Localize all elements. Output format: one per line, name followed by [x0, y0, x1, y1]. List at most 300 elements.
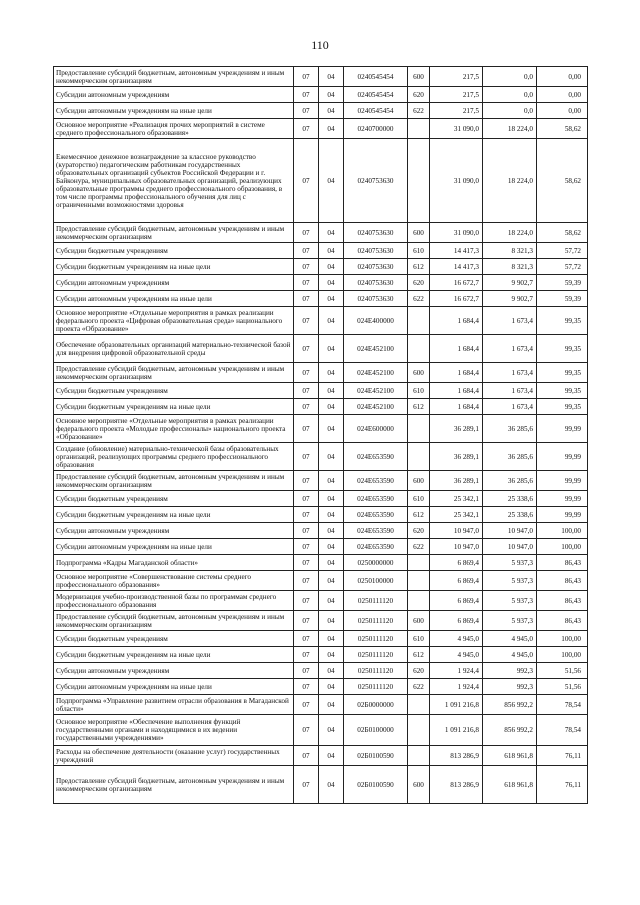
row-name-cell: Субсидии бюджетным учреждениям	[54, 491, 294, 507]
row-plan-cell: 4 945,0	[430, 647, 483, 663]
row-expense-type-cell: 620	[408, 87, 430, 103]
table-row	[54, 507, 588, 523]
row-section-cell: 07	[294, 663, 319, 679]
row-plan-cell: 813 286,9	[430, 746, 483, 766]
row-plan-cell: 31 090,0	[430, 119, 483, 139]
row-section-cell: 07	[294, 591, 319, 611]
row-plan-cell: 14 417,3	[430, 243, 483, 259]
row-section-cell: 07	[294, 383, 319, 399]
row-target-article-cell: 0240545454	[344, 87, 408, 103]
row-name-cell: Предоставление субсидий бюджетным, автономным учреждениям и иным некоммерческим организациям	[54, 471, 294, 491]
row-target-article-cell: 02Б0000000	[344, 695, 408, 715]
row-section-cell: 07	[294, 555, 319, 571]
row-subsection-cell: 04	[319, 647, 344, 663]
row-section-cell: 07	[294, 335, 319, 363]
row-percent-cell: 51,56	[537, 679, 588, 695]
row-target-article-cell: 0250111120	[344, 591, 408, 611]
table-row	[54, 491, 588, 507]
row-fact-cell: 5 937,3	[483, 611, 537, 631]
row-subsection-cell: 04	[319, 663, 344, 679]
row-target-article-cell: 024E452100	[344, 399, 408, 415]
row-percent-cell: 99,35	[537, 335, 588, 363]
row-target-article-cell: 0250000000	[344, 555, 408, 571]
row-target-article-cell: 024E653590	[344, 523, 408, 539]
row-section-cell: 07	[294, 243, 319, 259]
row-subsection-cell: 04	[319, 491, 344, 507]
row-subsection-cell: 04	[319, 259, 344, 275]
row-target-article-cell: 0240753630	[344, 275, 408, 291]
row-percent-cell: 99,99	[537, 471, 588, 491]
row-percent-cell: 99,35	[537, 307, 588, 335]
row-target-article-cell: 024E600000	[344, 415, 408, 443]
row-percent-cell: 99,99	[537, 443, 588, 471]
row-percent-cell: 99,99	[537, 415, 588, 443]
row-fact-cell: 10 947,0	[483, 539, 537, 555]
table-row	[54, 591, 588, 611]
row-fact-cell: 18 224,0	[483, 119, 537, 139]
row-fact-cell: 1 673,4	[483, 383, 537, 399]
row-target-article-cell: 02Б0100590	[344, 766, 408, 804]
row-percent-cell: 99,35	[537, 363, 588, 383]
row-plan-cell: 217,5	[430, 67, 483, 87]
row-name-cell: Основное мероприятие «Отдельные мероприятия в рамках реализации федерального проекта «Молодые профессионалы» национального проекта «Образование»	[54, 415, 294, 443]
row-expense-type-cell: 600	[408, 766, 430, 804]
row-fact-cell: 9 902,7	[483, 275, 537, 291]
row-target-article-cell: 0240753630	[344, 259, 408, 275]
row-subsection-cell: 04	[319, 679, 344, 695]
row-name-cell: Субсидии бюджетным учреждениям на иные цели	[54, 507, 294, 523]
table-row	[54, 679, 588, 695]
row-plan-cell: 217,5	[430, 103, 483, 119]
row-percent-cell: 76,11	[537, 766, 588, 804]
row-subsection-cell: 04	[319, 307, 344, 335]
row-plan-cell: 1 091 216,8	[430, 715, 483, 746]
row-fact-cell: 36 285,6	[483, 415, 537, 443]
row-plan-cell: 1 684,4	[430, 335, 483, 363]
table-row	[54, 539, 588, 555]
row-fact-cell: 8 321,3	[483, 243, 537, 259]
row-plan-cell: 36 289,1	[430, 415, 483, 443]
row-target-article-cell: 0250111120	[344, 647, 408, 663]
table-row	[54, 647, 588, 663]
row-target-article-cell: 024E452100	[344, 383, 408, 399]
row-target-article-cell: 024E653590	[344, 471, 408, 491]
row-section-cell: 07	[294, 766, 319, 804]
row-fact-cell: 9 902,7	[483, 291, 537, 307]
table-row	[54, 307, 588, 335]
row-subsection-cell: 04	[319, 523, 344, 539]
row-fact-cell: 4 945,0	[483, 631, 537, 647]
row-expense-type-cell: 622	[408, 103, 430, 119]
row-percent-cell: 86,43	[537, 591, 588, 611]
row-fact-cell: 18 224,0	[483, 223, 537, 243]
row-name-cell: Подпрограмма «Кадры Магаданской области»	[54, 555, 294, 571]
row-subsection-cell: 04	[319, 335, 344, 363]
row-percent-cell: 78,54	[537, 715, 588, 746]
row-percent-cell: 59,39	[537, 275, 588, 291]
row-fact-cell: 25 338,6	[483, 507, 537, 523]
table-row	[54, 275, 588, 291]
table-row	[54, 695, 588, 715]
row-section-cell: 07	[294, 746, 319, 766]
row-section-cell: 07	[294, 259, 319, 275]
row-subsection-cell: 04	[319, 119, 344, 139]
table-row	[54, 523, 588, 539]
row-fact-cell: 5 937,3	[483, 591, 537, 611]
row-fact-cell: 0,0	[483, 103, 537, 119]
row-name-cell: Предоставление субсидий бюджетным, автономным учреждениям и иным некоммерческим организациям	[54, 223, 294, 243]
row-name-cell: Основное мероприятие «Совершенствование системы среднего профессионального образования»	[54, 571, 294, 591]
row-name-cell: Предоставление субсидий бюджетным, автономным учреждениям и иным некоммерческим организациям	[54, 611, 294, 631]
table-row	[54, 631, 588, 647]
row-expense-type-cell: 600	[408, 67, 430, 87]
row-fact-cell: 25 338,6	[483, 491, 537, 507]
row-fact-cell: 856 992,2	[483, 695, 537, 715]
row-fact-cell: 1 673,4	[483, 399, 537, 415]
row-target-article-cell: 0240700000	[344, 119, 408, 139]
table-row	[54, 746, 588, 766]
row-name-cell: Субсидии автономным учреждениям	[54, 275, 294, 291]
row-subsection-cell: 04	[319, 415, 344, 443]
row-name-cell: Ежемесячное денежное вознаграждение за классное руководство (кураторство) педагогическим работникам государственных образовательных организаций субъектов Российской Федерации и г. Байконура, муниципальных образовательных организаций, реализующих образовательные программы среднего профессионального образования, в том числе программы профессионального обучения для лиц с ограниченными возможностями здоровья	[54, 139, 294, 223]
row-fact-cell: 992,3	[483, 663, 537, 679]
row-expense-type-cell	[408, 571, 430, 591]
row-plan-cell: 36 289,1	[430, 443, 483, 471]
row-target-article-cell: 0250111120	[344, 663, 408, 679]
row-plan-cell: 4 945,0	[430, 631, 483, 647]
row-subsection-cell: 04	[319, 443, 344, 471]
row-name-cell: Расходы на обеспечение деятельности (оказание услуг) государственных учреждений	[54, 746, 294, 766]
table-row	[54, 87, 588, 103]
row-target-article-cell: 0240753630	[344, 291, 408, 307]
row-plan-cell: 1 684,4	[430, 363, 483, 383]
row-section-cell: 07	[294, 443, 319, 471]
row-section-cell: 07	[294, 307, 319, 335]
table-row	[54, 259, 588, 275]
row-target-article-cell: 024E653590	[344, 507, 408, 523]
row-expense-type-cell	[408, 715, 430, 746]
row-expense-type-cell: 600	[408, 223, 430, 243]
row-subsection-cell: 04	[319, 139, 344, 223]
row-plan-cell: 1 091 216,8	[430, 695, 483, 715]
row-name-cell: Субсидии автономным учреждениям на иные цели	[54, 103, 294, 119]
row-name-cell: Предоставление субсидий бюджетным, автономным учреждениям и иным некоммерческим организациям	[54, 67, 294, 87]
row-section-cell: 07	[294, 715, 319, 746]
row-subsection-cell: 04	[319, 243, 344, 259]
row-percent-cell: 57,72	[537, 243, 588, 259]
row-name-cell: Субсидии бюджетным учреждениям	[54, 631, 294, 647]
row-section-cell: 07	[294, 399, 319, 415]
row-expense-type-cell: 600	[408, 471, 430, 491]
table-row	[54, 103, 588, 119]
row-fact-cell: 618 961,8	[483, 746, 537, 766]
row-subsection-cell: 04	[319, 275, 344, 291]
row-fact-cell: 18 224,0	[483, 139, 537, 223]
row-name-cell: Субсидии автономным учреждениям на иные цели	[54, 291, 294, 307]
row-subsection-cell: 04	[319, 383, 344, 399]
row-subsection-cell: 04	[319, 555, 344, 571]
row-subsection-cell: 04	[319, 539, 344, 555]
row-plan-cell: 14 417,3	[430, 259, 483, 275]
row-percent-cell: 59,39	[537, 291, 588, 307]
row-section-cell: 07	[294, 471, 319, 491]
row-percent-cell: 100,00	[537, 523, 588, 539]
row-expense-type-cell: 600	[408, 611, 430, 631]
row-expense-type-cell: 610	[408, 383, 430, 399]
row-subsection-cell: 04	[319, 507, 344, 523]
row-percent-cell: 99,35	[537, 399, 588, 415]
row-percent-cell: 51,56	[537, 663, 588, 679]
row-name-cell: Субсидии автономным учреждениям	[54, 523, 294, 539]
row-percent-cell: 100,00	[537, 631, 588, 647]
row-plan-cell: 10 947,0	[430, 539, 483, 555]
row-section-cell: 07	[294, 119, 319, 139]
row-plan-cell: 6 869,4	[430, 571, 483, 591]
row-expense-type-cell: 612	[408, 399, 430, 415]
table-row	[54, 571, 588, 591]
page-number: 110	[311, 38, 329, 52]
row-subsection-cell: 04	[319, 695, 344, 715]
row-expense-type-cell: 610	[408, 243, 430, 259]
row-fact-cell: 36 285,6	[483, 443, 537, 471]
row-section-cell: 07	[294, 507, 319, 523]
table-body	[54, 67, 588, 804]
table-row	[54, 443, 588, 471]
row-percent-cell: 100,00	[537, 539, 588, 555]
row-expense-type-cell: 622	[408, 679, 430, 695]
row-fact-cell: 0,0	[483, 67, 537, 87]
row-expense-type-cell	[408, 307, 430, 335]
budget-table	[53, 66, 588, 804]
row-section-cell: 07	[294, 139, 319, 223]
row-percent-cell: 99,99	[537, 507, 588, 523]
row-name-cell: Основное мероприятие «Обеспечение выполнения функций государственными органами и находящимися в их ведении государственными учреждениями»	[54, 715, 294, 746]
row-plan-cell: 25 342,1	[430, 491, 483, 507]
row-subsection-cell: 04	[319, 571, 344, 591]
row-subsection-cell: 04	[319, 471, 344, 491]
row-percent-cell: 57,72	[537, 259, 588, 275]
table-row	[54, 119, 588, 139]
row-section-cell: 07	[294, 223, 319, 243]
table-row	[54, 715, 588, 746]
row-subsection-cell: 04	[319, 611, 344, 631]
row-fact-cell: 992,3	[483, 679, 537, 695]
row-fact-cell: 8 321,3	[483, 259, 537, 275]
row-expense-type-cell: 612	[408, 507, 430, 523]
row-expense-type-cell	[408, 119, 430, 139]
row-subsection-cell: 04	[319, 746, 344, 766]
row-section-cell: 07	[294, 87, 319, 103]
row-plan-cell: 217,5	[430, 87, 483, 103]
row-target-article-cell: 0250111120	[344, 631, 408, 647]
row-name-cell: Субсидии автономным учреждениям на иные цели	[54, 539, 294, 555]
row-target-article-cell: 02Б0100000	[344, 715, 408, 746]
row-fact-cell: 4 945,0	[483, 647, 537, 663]
row-plan-cell: 16 672,7	[430, 275, 483, 291]
row-plan-cell: 6 869,4	[430, 555, 483, 571]
row-fact-cell: 0,0	[483, 87, 537, 103]
row-expense-type-cell	[408, 555, 430, 571]
table-row	[54, 139, 588, 223]
row-target-article-cell: 024E452100	[344, 363, 408, 383]
row-name-cell: Субсидии автономным учреждениям	[54, 87, 294, 103]
row-fact-cell: 5 937,3	[483, 571, 537, 591]
row-percent-cell: 0,00	[537, 103, 588, 119]
row-percent-cell: 100,00	[537, 647, 588, 663]
row-section-cell: 07	[294, 523, 319, 539]
row-name-cell: Предоставление субсидий бюджетным, автономным учреждениям и иным некоммерческим организациям	[54, 363, 294, 383]
row-section-cell: 07	[294, 679, 319, 695]
row-expense-type-cell: 612	[408, 259, 430, 275]
row-target-article-cell: 0250111120	[344, 679, 408, 695]
row-target-article-cell: 0250111120	[344, 611, 408, 631]
row-section-cell: 07	[294, 67, 319, 87]
table-row	[54, 335, 588, 363]
row-name-cell: Создание (обновление) материально-технической базы образовательных организаций, реализующих программы среднего профессионального образования	[54, 443, 294, 471]
row-name-cell: Субсидии бюджетным учреждениям на иные цели	[54, 647, 294, 663]
row-name-cell: Предоставление субсидий бюджетным, автономным учреждениям и иным некоммерческим организациям	[54, 766, 294, 804]
row-name-cell: Подпрограмма «Управление развитием отрасли образования в Магаданской области»	[54, 695, 294, 715]
row-name-cell: Субсидии бюджетным учреждениям на иные цели	[54, 259, 294, 275]
row-plan-cell: 813 286,9	[430, 766, 483, 804]
row-fact-cell: 10 947,0	[483, 523, 537, 539]
row-expense-type-cell	[408, 695, 430, 715]
row-fact-cell: 1 673,4	[483, 307, 537, 335]
table-row	[54, 471, 588, 491]
row-subsection-cell: 04	[319, 715, 344, 746]
row-subsection-cell: 04	[319, 399, 344, 415]
row-percent-cell: 78,54	[537, 695, 588, 715]
row-expense-type-cell	[408, 335, 430, 363]
row-section-cell: 07	[294, 539, 319, 555]
row-plan-cell: 1 924,4	[430, 663, 483, 679]
row-subsection-cell: 04	[319, 103, 344, 119]
row-name-cell: Субсидии автономным учреждениям	[54, 663, 294, 679]
row-expense-type-cell	[408, 139, 430, 223]
row-subsection-cell: 04	[319, 766, 344, 804]
row-target-article-cell: 0250100000	[344, 571, 408, 591]
table-row	[54, 243, 588, 259]
row-percent-cell: 86,43	[537, 611, 588, 631]
row-target-article-cell: 024E653590	[344, 443, 408, 471]
row-name-cell: Основное мероприятие «Реализация прочих мероприятий в системе среднего профессионального образования»	[54, 119, 294, 139]
row-name-cell: Основное мероприятие «Отдельные мероприятия в рамках реализации федерального проекта «Цифровая образовательная среда» национального проекта «Образование»	[54, 307, 294, 335]
row-subsection-cell: 04	[319, 363, 344, 383]
row-name-cell: Субсидии бюджетным учреждениям	[54, 243, 294, 259]
row-name-cell: Субсидии автономным учреждениям на иные цели	[54, 679, 294, 695]
row-target-article-cell: 0240753630	[344, 243, 408, 259]
table-row	[54, 383, 588, 399]
row-percent-cell: 86,43	[537, 555, 588, 571]
row-percent-cell: 58,62	[537, 119, 588, 139]
row-plan-cell: 6 869,4	[430, 611, 483, 631]
row-expense-type-cell	[408, 415, 430, 443]
row-section-cell: 07	[294, 415, 319, 443]
row-plan-cell: 25 342,1	[430, 507, 483, 523]
row-plan-cell: 31 090,0	[430, 139, 483, 223]
row-expense-type-cell: 622	[408, 291, 430, 307]
row-subsection-cell: 04	[319, 591, 344, 611]
row-plan-cell: 16 672,7	[430, 291, 483, 307]
row-target-article-cell: 0240545454	[344, 103, 408, 119]
row-section-cell: 07	[294, 491, 319, 507]
row-name-cell: Субсидии бюджетным учреждениям на иные цели	[54, 399, 294, 415]
row-target-article-cell: 024E400000	[344, 307, 408, 335]
row-plan-cell: 10 947,0	[430, 523, 483, 539]
row-expense-type-cell: 620	[408, 523, 430, 539]
row-subsection-cell: 04	[319, 87, 344, 103]
row-percent-cell: 0,00	[537, 87, 588, 103]
row-plan-cell: 1 924,4	[430, 679, 483, 695]
row-expense-type-cell	[408, 746, 430, 766]
row-plan-cell: 6 869,4	[430, 591, 483, 611]
row-subsection-cell: 04	[319, 291, 344, 307]
row-percent-cell: 0,00	[537, 67, 588, 87]
row-percent-cell: 86,43	[537, 571, 588, 591]
table-row	[54, 67, 588, 87]
row-target-article-cell: 024E653590	[344, 539, 408, 555]
row-target-article-cell: 02Б0100590	[344, 746, 408, 766]
row-fact-cell: 618 961,8	[483, 766, 537, 804]
row-expense-type-cell: 610	[408, 491, 430, 507]
row-expense-type-cell: 610	[408, 631, 430, 647]
row-percent-cell: 58,62	[537, 139, 588, 223]
row-section-cell: 07	[294, 291, 319, 307]
row-fact-cell: 5 937,3	[483, 555, 537, 571]
table-row	[54, 399, 588, 415]
row-fact-cell: 36 285,6	[483, 471, 537, 491]
row-plan-cell: 1 684,4	[430, 383, 483, 399]
row-name-cell: Модернизация учебно-производственной базы по программам среднего профессионального образования	[54, 591, 294, 611]
row-section-cell: 07	[294, 571, 319, 591]
row-section-cell: 07	[294, 631, 319, 647]
table-row	[54, 555, 588, 571]
row-target-article-cell: 0240753630	[344, 223, 408, 243]
row-target-article-cell: 024E653590	[344, 491, 408, 507]
row-expense-type-cell	[408, 591, 430, 611]
row-section-cell: 07	[294, 275, 319, 291]
table-row	[54, 415, 588, 443]
row-expense-type-cell: 612	[408, 647, 430, 663]
table-row	[54, 766, 588, 804]
row-section-cell: 07	[294, 363, 319, 383]
table-row	[54, 291, 588, 307]
row-percent-cell: 76,11	[537, 746, 588, 766]
row-fact-cell: 856 992,2	[483, 715, 537, 746]
row-name-cell: Обеспечение образовательных организаций материально-технической базой для внедрения цифровой образовательной среды	[54, 335, 294, 363]
row-fact-cell: 1 673,4	[483, 363, 537, 383]
row-expense-type-cell	[408, 443, 430, 471]
row-section-cell: 07	[294, 647, 319, 663]
row-section-cell: 07	[294, 695, 319, 715]
row-expense-type-cell: 620	[408, 663, 430, 679]
table-row	[54, 663, 588, 679]
row-section-cell: 07	[294, 103, 319, 119]
row-percent-cell: 99,99	[537, 491, 588, 507]
row-name-cell: Субсидии бюджетным учреждениям	[54, 383, 294, 399]
row-plan-cell: 1 684,4	[430, 307, 483, 335]
row-plan-cell: 36 289,1	[430, 471, 483, 491]
row-target-article-cell: 024E452100	[344, 335, 408, 363]
row-subsection-cell: 04	[319, 67, 344, 87]
row-expense-type-cell: 620	[408, 275, 430, 291]
row-plan-cell: 1 684,4	[430, 399, 483, 415]
row-subsection-cell: 04	[319, 631, 344, 647]
row-percent-cell: 58,62	[537, 223, 588, 243]
row-expense-type-cell: 600	[408, 363, 430, 383]
row-plan-cell: 31 090,0	[430, 223, 483, 243]
table-row	[54, 363, 588, 383]
